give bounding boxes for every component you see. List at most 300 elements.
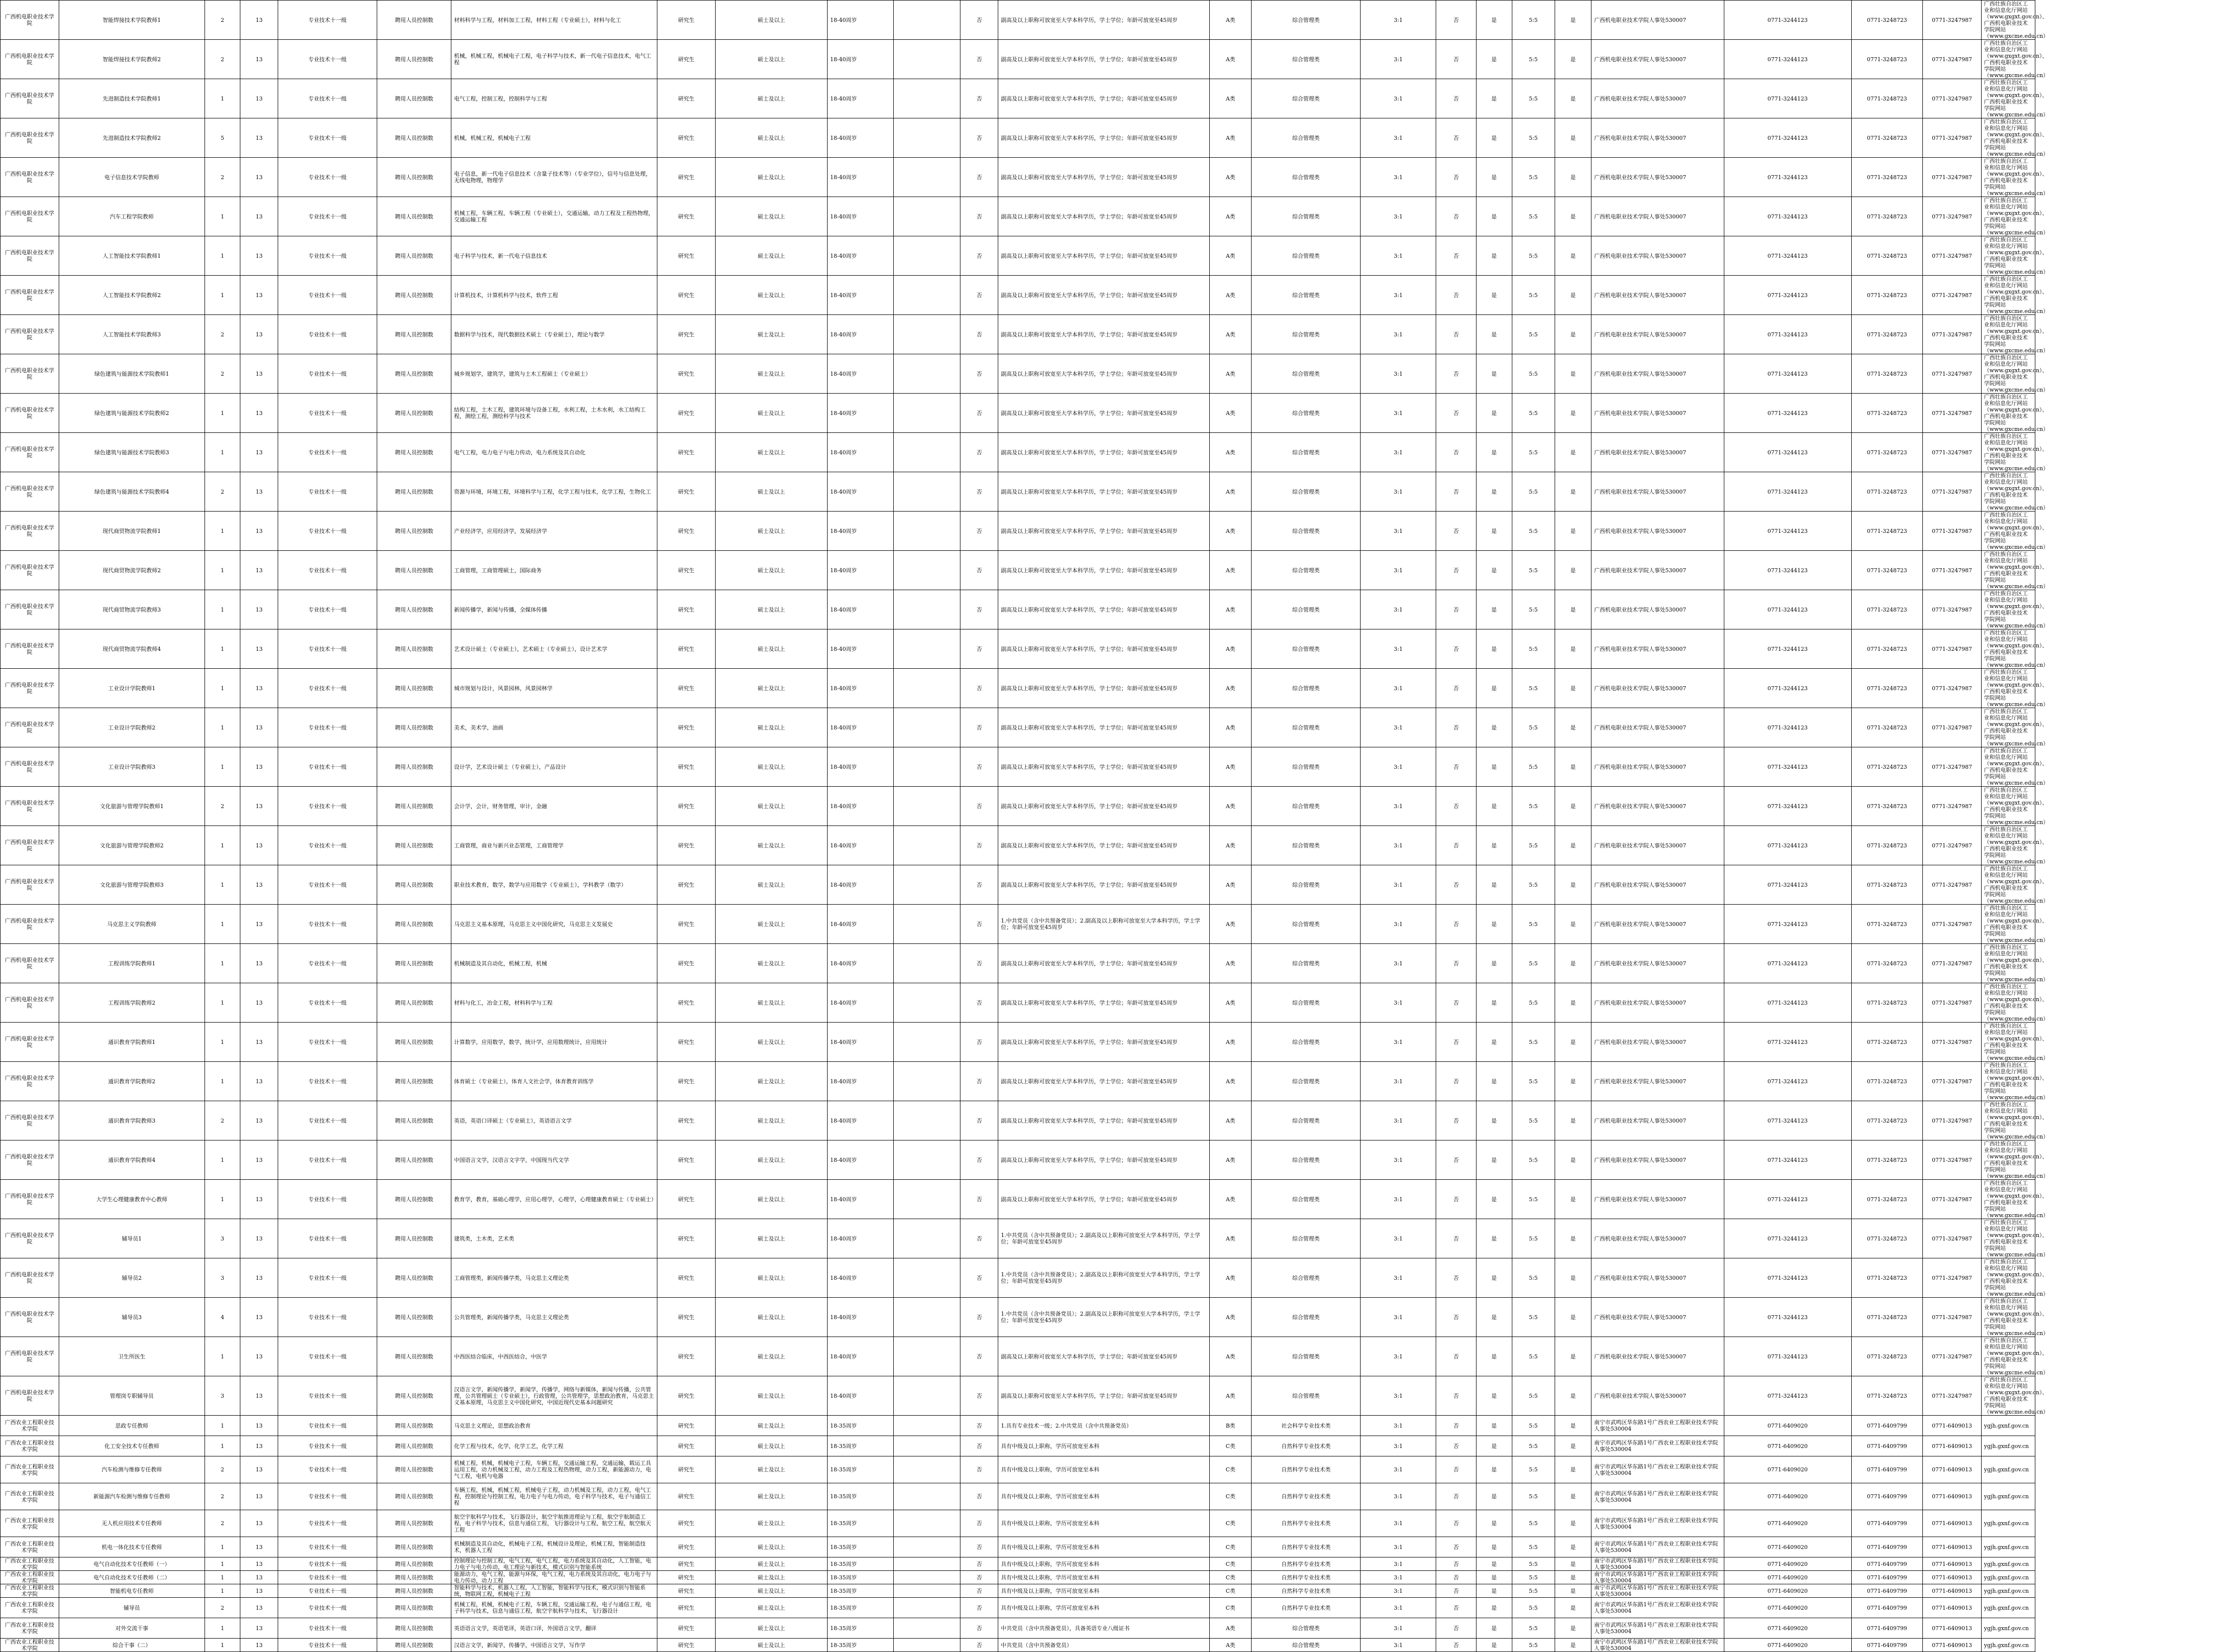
cell-mode: 是 [1476, 1298, 1512, 1337]
cell-exam: 否 [960, 472, 998, 512]
cell-major: 结构工程，土木工程，建筑环境与设备工程，水利工程，土木水利，水工结构工程，测绘工程，测绘科学与技术 [451, 394, 657, 433]
cell-major: 控制理论与控制工程，电气工程，电气工程，电力系统及其自动化，人工智能，电力电子与电力传动，电工理论与新技术，模式识别与智能系统 [451, 1557, 657, 1571]
cell-cond: 具有中级及以上职称，学历可放宽至本科 [998, 1557, 1210, 1571]
cell-major: 建筑类，土木类，艺术类 [451, 1219, 657, 1258]
cell-tel: 0771-3244123 [1724, 787, 1851, 826]
cell-form: 聘用人员控制数 [377, 1337, 451, 1376]
cell-other [894, 1298, 960, 1337]
cell-mode: 是 [1476, 1140, 1512, 1180]
cell-code: 1 [205, 276, 240, 315]
cell-other [894, 433, 960, 472]
cell-deposit: 是 [1555, 1298, 1591, 1337]
cell-org: 广西机电职业技术学院 [0, 629, 59, 669]
cell-test: 否 [1436, 1180, 1476, 1219]
cell-edu: 研究生 [657, 1023, 716, 1062]
cell-mode: 是 [1476, 197, 1512, 236]
cell-sup: 0771-3247987 [1923, 354, 1982, 394]
cell-test: 否 [1436, 983, 1476, 1023]
cell-fax: 0771-6409799 [1851, 1618, 1922, 1639]
cell-edu: 研究生 [657, 1180, 716, 1219]
cell-cat: C类 [1210, 1571, 1252, 1584]
cell-org: 广西机电职业技术学院 [0, 747, 59, 787]
table-row [0, 1062, 2214, 1101]
cell-deposit: 是 [1555, 394, 1591, 433]
cell-fax: 0771-3248723 [1851, 512, 1922, 551]
cell-age: 18-35周岁 [828, 1483, 894, 1510]
cell-tel: 0771-3244123 [1724, 944, 1851, 983]
cell-cat: A类 [1210, 747, 1252, 787]
cell-web: 广西壮族自治区工业和信息化厅网站（www.gxgxt.gov.cn）、广西机电职业技术学院网站（www.gxcme.edu.cn） [1981, 472, 2035, 512]
cell-degree: 硕士及以上 [715, 1598, 827, 1618]
cell-post: 工业设计学院教师1 [59, 669, 205, 708]
cell-num: 13 [240, 118, 278, 158]
cell-code: 1 [205, 1571, 240, 1584]
cell-other [894, 1101, 960, 1140]
cell-test: 否 [1436, 1219, 1476, 1258]
cell-subject: 自然科学专业技术类 [1252, 1436, 1361, 1456]
cell-age: 18-40周岁 [828, 983, 894, 1023]
cell-form: 聘用人员控制数 [377, 158, 451, 197]
cell-edu: 研究生 [657, 433, 716, 472]
cell-major: 材料科学与工程，材料加工工程，材料工程（专业硕士），材料与化工 [451, 0, 657, 40]
cell-mode: 是 [1476, 79, 1512, 118]
cell-sup: 0771-3247987 [1923, 944, 1982, 983]
cell-exam: 否 [960, 983, 998, 1023]
cell-exam: 否 [960, 158, 998, 197]
cell-cat: C类 [1210, 1557, 1252, 1571]
cell-cat: A类 [1210, 197, 1252, 236]
cell-ratio: 3:1 [1361, 394, 1436, 433]
cell-other [894, 1584, 960, 1598]
cell-other [894, 197, 960, 236]
cell-post: 绿色建筑与能源技术学院教师2 [59, 394, 205, 433]
cell-mode: 是 [1476, 983, 1512, 1023]
cell-num: 13 [240, 1510, 278, 1537]
cell-other [894, 787, 960, 826]
cell-degree: 硕士及以上 [715, 865, 827, 905]
cell-code: 2 [205, 1483, 240, 1510]
cell-form: 聘用人员控制数 [377, 1219, 451, 1258]
cell-deposit: 是 [1555, 826, 1591, 865]
cell-other [894, 40, 960, 79]
cell-sup: 0771-3247987 [1923, 787, 1982, 826]
cell-form: 聘用人员控制数 [377, 197, 451, 236]
cell-num: 13 [240, 826, 278, 865]
cell-exam: 否 [960, 1639, 998, 1652]
cell-sup: 0771-6409013 [1923, 1639, 1982, 1652]
cell-other [894, 1023, 960, 1062]
cell-web: 广西壮族自治区工业和信息化厅网站（www.gxgxt.gov.cn）、广西机电职业技术学院网站（www.gxcme.edu.cn） [1981, 1376, 2035, 1416]
cell-ratio: 3:1 [1361, 1436, 1436, 1456]
cell-degree: 硕士及以上 [715, 1062, 827, 1101]
cell-tel: 0771-3244123 [1724, 1023, 1851, 1062]
cell-type: 专业技术十一级 [278, 1571, 377, 1584]
cell-ratio: 3:1 [1361, 1180, 1436, 1219]
cell-fax: 0771-6409799 [1851, 1598, 1922, 1618]
cell-exam: 否 [960, 590, 998, 629]
cell-tel: 0771-3244123 [1724, 629, 1851, 669]
cell-post: 管理岗专职辅导员 [59, 1376, 205, 1416]
cell-addr: 广西机电职业技术学院人事处530007 [1591, 865, 1724, 905]
cell-mode: 是 [1476, 1510, 1512, 1537]
cell-cat: A类 [1210, 276, 1252, 315]
cell-exam: 否 [960, 1219, 998, 1258]
cell-edu: 研究生 [657, 551, 716, 590]
cell-wt: 5:5 [1512, 1436, 1555, 1456]
cell-cat: A类 [1210, 1639, 1252, 1652]
cell-tel: 0771-6409020 [1724, 1571, 1851, 1584]
cell-test: 否 [1436, 590, 1476, 629]
cell-type: 专业技术十一级 [278, 40, 377, 79]
cell-ratio: 3:1 [1361, 1584, 1436, 1598]
cell-sup: 0771-3247987 [1923, 1376, 1982, 1416]
cell-code: 1 [205, 629, 240, 669]
cell-cond: 副高及以上职称可放宽至大学本科学历，学士学位；年龄可放宽至45周岁 [998, 197, 1210, 236]
cell-mode: 是 [1476, 0, 1512, 40]
cell-subject: 综合管理类 [1252, 512, 1361, 551]
cell-type: 专业技术十一级 [278, 983, 377, 1023]
cell-num: 13 [240, 983, 278, 1023]
cell-degree: 硕士及以上 [715, 1510, 827, 1537]
cell-age: 18-35周岁 [828, 1639, 894, 1652]
cell-sup: 0771-6409013 [1923, 1456, 1982, 1483]
cell-exam: 否 [960, 197, 998, 236]
cell-addr: 广西机电职业技术学院人事处530007 [1591, 1337, 1724, 1376]
cell-edu: 研究生 [657, 826, 716, 865]
cell-num: 13 [240, 472, 278, 512]
cell-form: 聘用人员控制数 [377, 0, 451, 40]
cell-cond: 副高及以上职称可放宽至大学本科学历，学士学位；年龄可放宽至45周岁 [998, 983, 1210, 1023]
cell-major: 工商管理，商业与新兴业态管理，工商管理学 [451, 826, 657, 865]
cell-test: 否 [1436, 197, 1476, 236]
table-row [0, 1510, 2214, 1537]
cell-other [894, 0, 960, 40]
cell-other [894, 1557, 960, 1571]
cell-form: 聘用人员控制数 [377, 1537, 451, 1557]
cell-fax: 0771-3248723 [1851, 944, 1922, 983]
cell-form: 聘用人员控制数 [377, 354, 451, 394]
cell-subject: 综合管理类 [1252, 1140, 1361, 1180]
cell-tel: 0771-3244123 [1724, 236, 1851, 276]
cell-degree: 硕士及以上 [715, 944, 827, 983]
cell-cat: A类 [1210, 629, 1252, 669]
cell-web: 广西壮族自治区工业和信息化厅网站（www.gxgxt.gov.cn）、广西机电职业技术学院网站（www.gxcme.edu.cn） [1981, 0, 2035, 40]
cell-degree: 硕士及以上 [715, 1219, 827, 1258]
cell-ratio: 3:1 [1361, 944, 1436, 983]
cell-org: 广西机电职业技术学院 [0, 826, 59, 865]
cell-test: 否 [1436, 433, 1476, 472]
cell-addr: 广西机电职业技术学院人事处530007 [1591, 983, 1724, 1023]
cell-exam: 否 [960, 394, 998, 433]
cell-org: 广西机电职业技术学院 [0, 512, 59, 551]
cell-fax: 0771-3248723 [1851, 747, 1922, 787]
cell-degree: 硕士及以上 [715, 787, 827, 826]
cell-edu: 研究生 [657, 1510, 716, 1537]
cell-cat: C类 [1210, 1598, 1252, 1618]
cell-major: 马克思主义基本原理，马克思主义中国化研究，马克思主义发展史 [451, 905, 657, 944]
cell-exam: 否 [960, 1598, 998, 1618]
cell-edu: 研究生 [657, 236, 716, 276]
cell-ratio: 3:1 [1361, 433, 1436, 472]
cell-subject: 综合管理类 [1252, 1023, 1361, 1062]
cell-form: 聘用人员控制数 [377, 1639, 451, 1652]
cell-addr: 广西机电职业技术学院人事处530007 [1591, 40, 1724, 79]
cell-age: 18-40周岁 [828, 1258, 894, 1298]
cell-exam: 否 [960, 551, 998, 590]
cell-addr: 广西机电职业技术学院人事处530007 [1591, 826, 1724, 865]
cell-tel: 0771-3244123 [1724, 197, 1851, 236]
cell-cat: A类 [1210, 708, 1252, 747]
cell-tel: 0771-3244123 [1724, 433, 1851, 472]
cell-subject: 自然科学专业技术类 [1252, 1584, 1361, 1598]
cell-edu: 研究生 [657, 158, 716, 197]
cell-code: 1 [205, 394, 240, 433]
cell-type: 专业技术十一级 [278, 944, 377, 983]
cell-org: 广西机电职业技术学院 [0, 0, 59, 40]
cell-other [894, 708, 960, 747]
cell-code: 1 [205, 1618, 240, 1639]
cell-cond: 副高及以上职称可放宽至大学本科学历，学士学位；年龄可放宽至45周岁 [998, 1140, 1210, 1180]
cell-form: 聘用人员控制数 [377, 669, 451, 708]
cell-org: 广西机电职业技术学院 [0, 1180, 59, 1219]
cell-fax: 0771-3248723 [1851, 354, 1922, 394]
cell-addr: 广西机电职业技术学院人事处530007 [1591, 1180, 1724, 1219]
cell-test: 否 [1436, 1618, 1476, 1639]
cell-degree: 硕士及以上 [715, 590, 827, 629]
cell-wt: 5:5 [1512, 1023, 1555, 1062]
cell-num: 13 [240, 1483, 278, 1510]
cell-type: 专业技术十一级 [278, 1101, 377, 1140]
cell-cat: A类 [1210, 1618, 1252, 1639]
table-row [0, 1571, 2214, 1584]
cell-cond: 1.中共党员（含中共预备党员）；2.副高及以上职称可放宽至大学本科学历，学士学位；年龄可放宽至45周岁 [998, 1219, 1210, 1258]
cell-deposit: 是 [1555, 905, 1591, 944]
cell-ratio: 3:1 [1361, 1537, 1436, 1557]
cell-other [894, 158, 960, 197]
cell-test: 否 [1436, 1337, 1476, 1376]
cell-test: 否 [1436, 865, 1476, 905]
cell-deposit: 是 [1555, 512, 1591, 551]
cell-org: 广西机电职业技术学院 [0, 865, 59, 905]
cell-deposit: 是 [1555, 1023, 1591, 1062]
cell-addr: 广西机电职业技术学院人事处530007 [1591, 1140, 1724, 1180]
cell-org: 广西机电职业技术学院 [0, 433, 59, 472]
cell-fax: 0771-3248723 [1851, 236, 1922, 276]
cell-degree: 硕士及以上 [715, 1023, 827, 1062]
cell-subject: 综合管理类 [1252, 433, 1361, 472]
cell-exam: 否 [960, 1140, 998, 1180]
cell-exam: 否 [960, 354, 998, 394]
cell-post: 新能源汽车检测与维修专任教师 [59, 1483, 205, 1510]
cell-age: 18-40周岁 [828, 1337, 894, 1376]
cell-fax: 0771-3248723 [1851, 590, 1922, 629]
cell-ratio: 3:1 [1361, 1023, 1436, 1062]
cell-org: 广西机电职业技术学院 [0, 944, 59, 983]
cell-fax: 0771-6409799 [1851, 1416, 1922, 1436]
cell-form: 聘用人员控制数 [377, 708, 451, 747]
cell-other [894, 1180, 960, 1219]
cell-fax: 0771-3248723 [1851, 197, 1922, 236]
cell-post: 汽车检测与维修专任教师 [59, 1456, 205, 1483]
cell-major: 电子科学与技术，新一代电子信息技术 [451, 236, 657, 276]
cell-org: 广西农业工程职业技术学院 [0, 1598, 59, 1618]
cell-wt: 5:5 [1512, 1180, 1555, 1219]
cell-sup: 0771-3247987 [1923, 1023, 1982, 1062]
cell-edu: 研究生 [657, 1376, 716, 1416]
cell-degree: 硕士及以上 [715, 472, 827, 512]
cell-web: 广西壮族自治区工业和信息化厅网站（www.gxgxt.gov.cn）、广西机电职业技术学院网站（www.gxcme.edu.cn） [1981, 1298, 2035, 1337]
cell-exam: 否 [960, 1258, 998, 1298]
cell-org: 广西机电职业技术学院 [0, 1337, 59, 1376]
cell-form: 聘用人员控制数 [377, 394, 451, 433]
cell-cond: 副高及以上职称可放宽至大学本科学历，学士学位；年龄可放宽至45周岁 [998, 40, 1210, 79]
cell-num: 13 [240, 40, 278, 79]
cell-edu: 研究生 [657, 1140, 716, 1180]
cell-type: 专业技术十一级 [278, 1337, 377, 1376]
cell-major: 机械制造及其自动化，机械工程，机械 [451, 944, 657, 983]
cell-test: 否 [1436, 826, 1476, 865]
cell-fax: 0771-6409799 [1851, 1510, 1922, 1537]
cell-code: 2 [205, 0, 240, 40]
cell-wt: 5:5 [1512, 1537, 1555, 1557]
cell-deposit: 是 [1555, 472, 1591, 512]
cell-other [894, 79, 960, 118]
cell-web: ygjh.gxnf.gov.cn [1981, 1456, 2035, 1483]
cell-subject: 综合管理类 [1252, 551, 1361, 590]
cell-web: ygjh.gxnf.gov.cn [1981, 1557, 2035, 1571]
cell-ratio: 3:1 [1361, 315, 1436, 354]
cell-form: 聘用人员控制数 [377, 1557, 451, 1571]
cell-sup: 0771-3247987 [1923, 0, 1982, 40]
cell-tel: 0771-3244123 [1724, 1180, 1851, 1219]
cell-degree: 硕士及以上 [715, 40, 827, 79]
cell-web: 广西壮族自治区工业和信息化厅网站（www.gxgxt.gov.cn）、广西机电职业技术学院网站（www.gxcme.edu.cn） [1981, 865, 2035, 905]
cell-major: 机械工程，机械，机械电子工程，车辆工程，交通运输工程，电子与通信工程，电子科学与技术，信息与通信工程，航空宇航科学与技术，飞行器设计 [451, 1598, 657, 1618]
cell-mode: 是 [1476, 826, 1512, 865]
cell-deposit: 是 [1555, 1416, 1591, 1436]
cell-cat: A类 [1210, 40, 1252, 79]
cell-addr: 广西机电职业技术学院人事处530007 [1591, 354, 1724, 394]
cell-major: 机械，机械工程，机械电子工程，电子科学与技术，新一代电子信息技术，电气工程 [451, 40, 657, 79]
cell-org: 广西机电职业技术学院 [0, 472, 59, 512]
cell-other [894, 354, 960, 394]
cell-cat: A类 [1210, 865, 1252, 905]
cell-subject: 社会科学专业技术类 [1252, 1416, 1361, 1436]
cell-sup: 0771-3247987 [1923, 315, 1982, 354]
cell-type: 专业技术十一级 [278, 1180, 377, 1219]
cell-code: 1 [205, 826, 240, 865]
cell-degree: 硕士及以上 [715, 1537, 827, 1557]
cell-tel: 0771-3244123 [1724, 747, 1851, 787]
cell-type: 专业技术十一级 [278, 472, 377, 512]
cell-web: 广西壮族自治区工业和信息化厅网站（www.gxgxt.gov.cn）、广西机电职业技术学院网站（www.gxcme.edu.cn） [1981, 1140, 2035, 1180]
cell-tel: 0771-3244123 [1724, 983, 1851, 1023]
cell-type: 专业技术十一级 [278, 826, 377, 865]
cell-other [894, 394, 960, 433]
cell-subject: 综合管理类 [1252, 1101, 1361, 1140]
cell-edu: 研究生 [657, 1571, 716, 1584]
cell-exam: 否 [960, 905, 998, 944]
cell-type: 专业技术十一级 [278, 512, 377, 551]
cell-cond: 副高及以上职称可放宽至大学本科学历，学士学位；年龄可放宽至45周岁 [998, 826, 1210, 865]
cell-ratio: 3:1 [1361, 747, 1436, 787]
cell-tel: 0771-6409020 [1724, 1416, 1851, 1436]
cell-deposit: 是 [1555, 1510, 1591, 1537]
cell-post: 通识教育学院教师3 [59, 1101, 205, 1140]
table-row [0, 944, 2214, 983]
cell-code: 1 [205, 79, 240, 118]
cell-org: 广西机电职业技术学院 [0, 354, 59, 394]
cell-tel: 0771-3244123 [1724, 1258, 1851, 1298]
cell-other [894, 1639, 960, 1652]
cell-tel: 0771-3244123 [1724, 118, 1851, 158]
cell-test: 否 [1436, 669, 1476, 708]
cell-mode: 是 [1476, 1416, 1512, 1436]
cell-form: 聘用人员控制数 [377, 1483, 451, 1510]
cell-tel: 0771-3244123 [1724, 79, 1851, 118]
cell-form: 聘用人员控制数 [377, 787, 451, 826]
cell-mode: 是 [1476, 1180, 1512, 1219]
cell-degree: 硕士及以上 [715, 118, 827, 158]
cell-type: 专业技术十一级 [278, 865, 377, 905]
cell-sup: 0771-6409013 [1923, 1510, 1982, 1537]
cell-fax: 0771-3248723 [1851, 865, 1922, 905]
cell-major: 马克思主义理论，思想政治教育 [451, 1416, 657, 1436]
cell-age: 18-35周岁 [828, 1598, 894, 1618]
cell-tel: 0771-3244123 [1724, 708, 1851, 747]
cell-num: 13 [240, 1416, 278, 1436]
cell-deposit: 是 [1555, 1101, 1591, 1140]
cell-age: 18-40周岁 [828, 865, 894, 905]
cell-tel: 0771-6409020 [1724, 1557, 1851, 1571]
cell-age: 18-40周岁 [828, 1062, 894, 1101]
cell-exam: 否 [960, 1456, 998, 1483]
cell-deposit: 是 [1555, 1436, 1591, 1456]
table-row [0, 1456, 2214, 1483]
cell-age: 18-40周岁 [828, 276, 894, 315]
cell-num: 13 [240, 944, 278, 983]
cell-exam: 否 [960, 747, 998, 787]
cell-test: 否 [1436, 708, 1476, 747]
cell-wt: 5:5 [1512, 1219, 1555, 1258]
cell-org: 广西农业工程职业技术学院 [0, 1483, 59, 1510]
cell-num: 13 [240, 1180, 278, 1219]
cell-major: 产业经济学，应用经济学，发展经济学 [451, 512, 657, 551]
cell-fax: 0771-3248723 [1851, 983, 1922, 1023]
cell-edu: 研究生 [657, 1219, 716, 1258]
cell-test: 否 [1436, 40, 1476, 79]
cell-ratio: 3:1 [1361, 905, 1436, 944]
cell-web: 广西壮族自治区工业和信息化厅网站（www.gxgxt.gov.cn）、广西机电职业技术学院网站（www.gxcme.edu.cn） [1981, 983, 2035, 1023]
cell-ratio: 3:1 [1361, 472, 1436, 512]
cell-tel: 0771-3244123 [1724, 354, 1851, 394]
cell-test: 否 [1436, 1298, 1476, 1337]
cell-sup: 0771-6409013 [1923, 1537, 1982, 1557]
cell-addr: 南宁市武鸣区华东路1号广西农业工程职业技术学院人事处530004 [1591, 1571, 1724, 1584]
cell-other [894, 1483, 960, 1510]
cell-deposit: 是 [1555, 1584, 1591, 1598]
cell-degree: 硕士及以上 [715, 1571, 827, 1584]
cell-cond: 副高及以上职称可放宽至大学本科学历，学士学位；年龄可放宽至45周岁 [998, 1337, 1210, 1376]
cell-major: 电子信息，新一代电子信息技术（含量子技术等）（专业学位），信号与信息处理，无线电物理，物理学 [451, 158, 657, 197]
cell-org: 广西农业工程职业技术学院 [0, 1639, 59, 1652]
cell-tel: 0771-3244123 [1724, 40, 1851, 79]
cell-cat: B类 [1210, 1416, 1252, 1436]
cell-deposit: 是 [1555, 1180, 1591, 1219]
cell-addr: 广西机电职业技术学院人事处530007 [1591, 1023, 1724, 1062]
cell-wt: 5:5 [1512, 1584, 1555, 1598]
table-row [0, 1337, 2214, 1376]
